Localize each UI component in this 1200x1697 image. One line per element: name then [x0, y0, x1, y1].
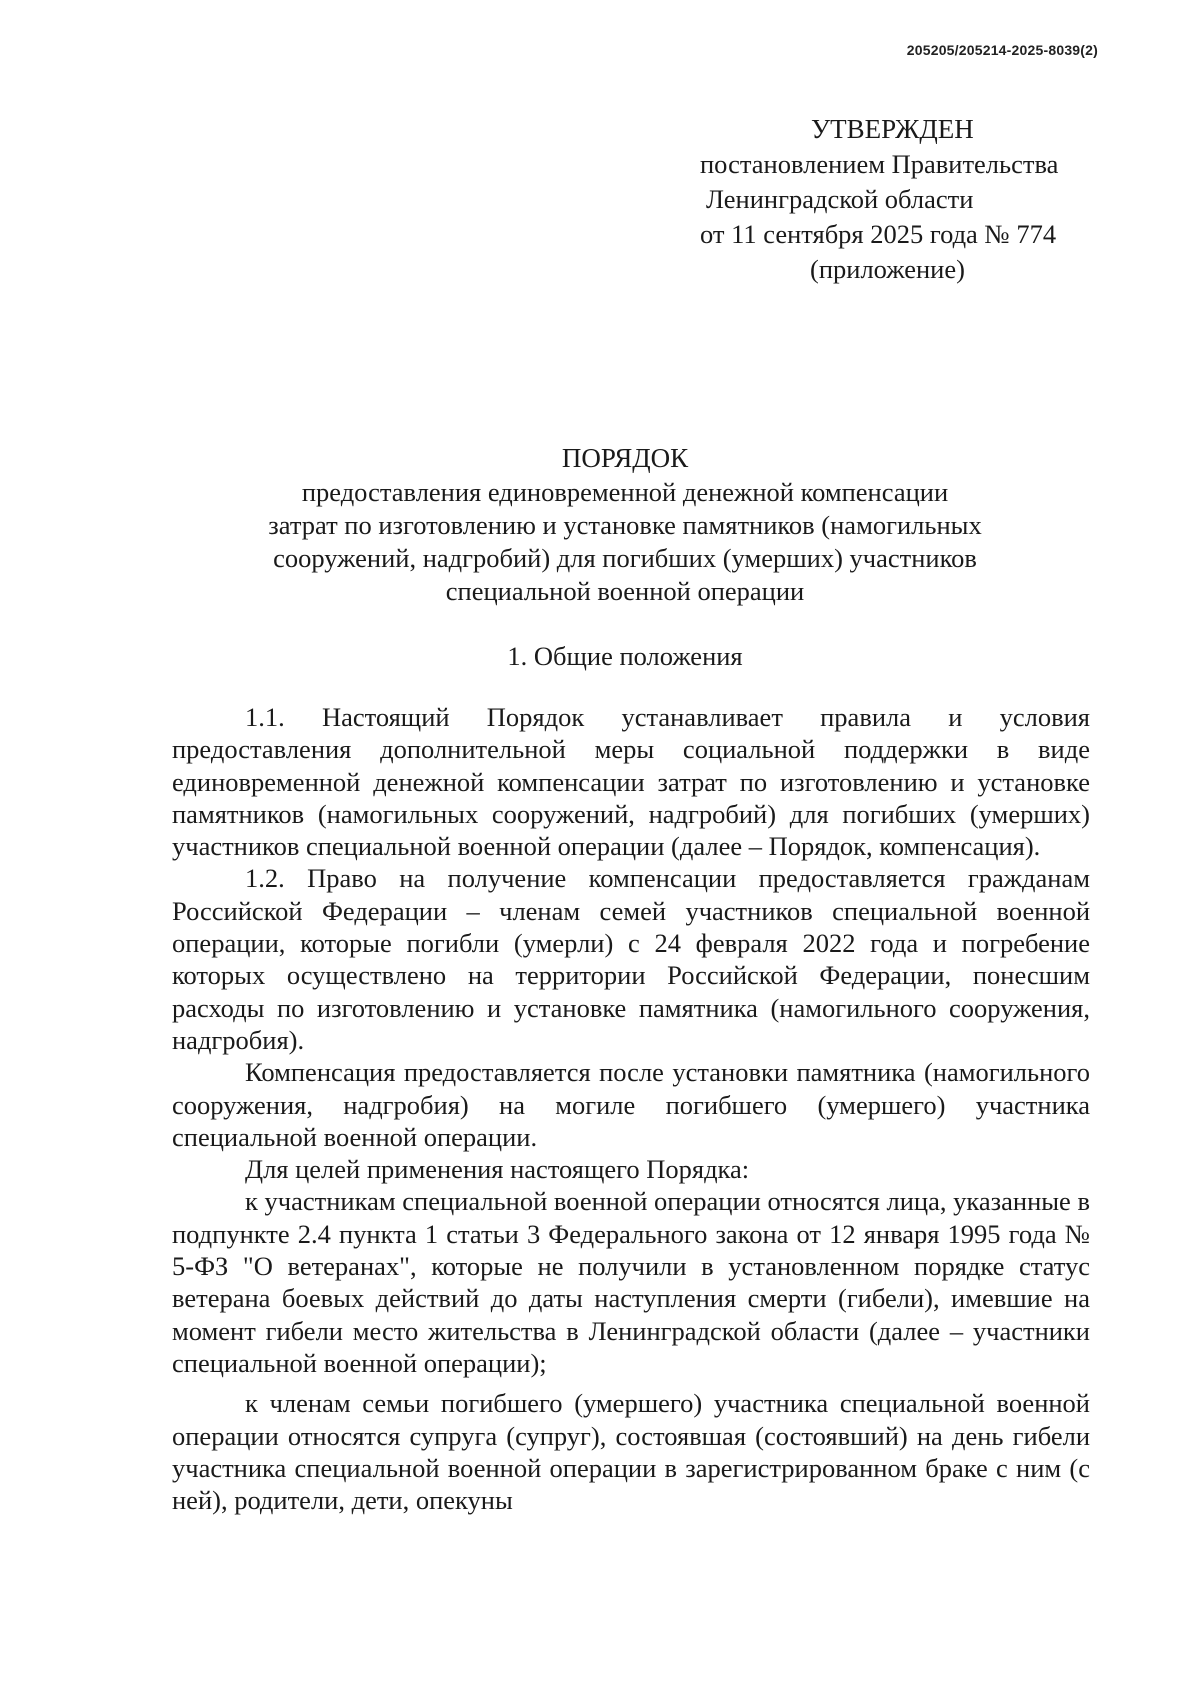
- document-body: [172, 701, 1090, 1516]
- paragraph: к участникам специальной военной операции относятся лица, указанные в подпункте 2.4 пункта 1 статьи 3 Федерального закона от 12 января 1995 года № 5-ФЗ "О ветеранах", которые не получили в установленном порядке статус ветерана боевых действий до даты наступления смерти (гибели), имевшие на момент гибели место жительства в Ленинградской области (далее – участники специальной военной операции);: [172, 1186, 1090, 1378]
- approval-line-3: от 11 сентября 2025 года № 774: [700, 219, 1057, 249]
- approval-line-1: постановлением Правительства: [700, 149, 1059, 179]
- approval-line-4: (приложение): [810, 254, 965, 284]
- paragraph: Компенсация предоставляется после установки памятника (намогильного сооружения, надгробия) на могиле погибшего (умершего) участника специальной военной операции.: [172, 1057, 1090, 1152]
- document-subtitle-line-3: сооружений, надгробий) для погибших (умерших) участников: [273, 543, 977, 573]
- approval-line-2: Ленинградской области: [706, 184, 974, 214]
- document-title: ПОРЯДОК: [561, 443, 689, 473]
- approval-title: УТВЕРЖДЕН: [811, 114, 974, 144]
- paragraph: Для целей применения настоящего Порядка:: [245, 1154, 750, 1185]
- approval-stamp: [700, 112, 1110, 287]
- section-heading: 1. Общие положения: [507, 641, 743, 671]
- paragraph: 1.2. Право на получение компенсации предоставляется гражданам Российской Федерации – членам семей участников специальной военной операции, которые погибли (умерли) с 24 февраля 2022 года и погребение которых осуществлено на территории Российской Федерации, понесшим расходы по изготовлению и установке памятника (намогильного сооружения, надгробия).: [172, 863, 1090, 1055]
- document-heading: [150, 442, 1100, 608]
- paragraph: к членам семьи погибшего (умершего) участника специальной военной операции относятся супруга (супруг), состоявшая (состоявший) на день гибели участника специальной военной операции в зарегистрированном браке с ним (с ней), родители, дети, опекуны: [172, 1388, 1090, 1516]
- document-subtitle-line-1: предоставления единовременной денежной компенсации: [301, 477, 949, 507]
- document-id: 205205/205214-2025-8039(2): [906, 42, 1098, 58]
- document-subtitle-line-4: специальной военной операции: [445, 576, 805, 606]
- paragraph: 1.1. Настоящий Порядок устанавливает правила и условия предоставления дополнительной меры социальной поддержки в виде единовременной денежной компенсации затрат по изготовлению и установке памятников (намогильных сооружений, надгробий) для погибших (умерших) участников специальной военной операции (далее – Порядок, компенсация).: [172, 702, 1090, 862]
- document-subtitle-line-2: затрат по изготовлению и установке памятников (намогильных: [268, 510, 982, 540]
